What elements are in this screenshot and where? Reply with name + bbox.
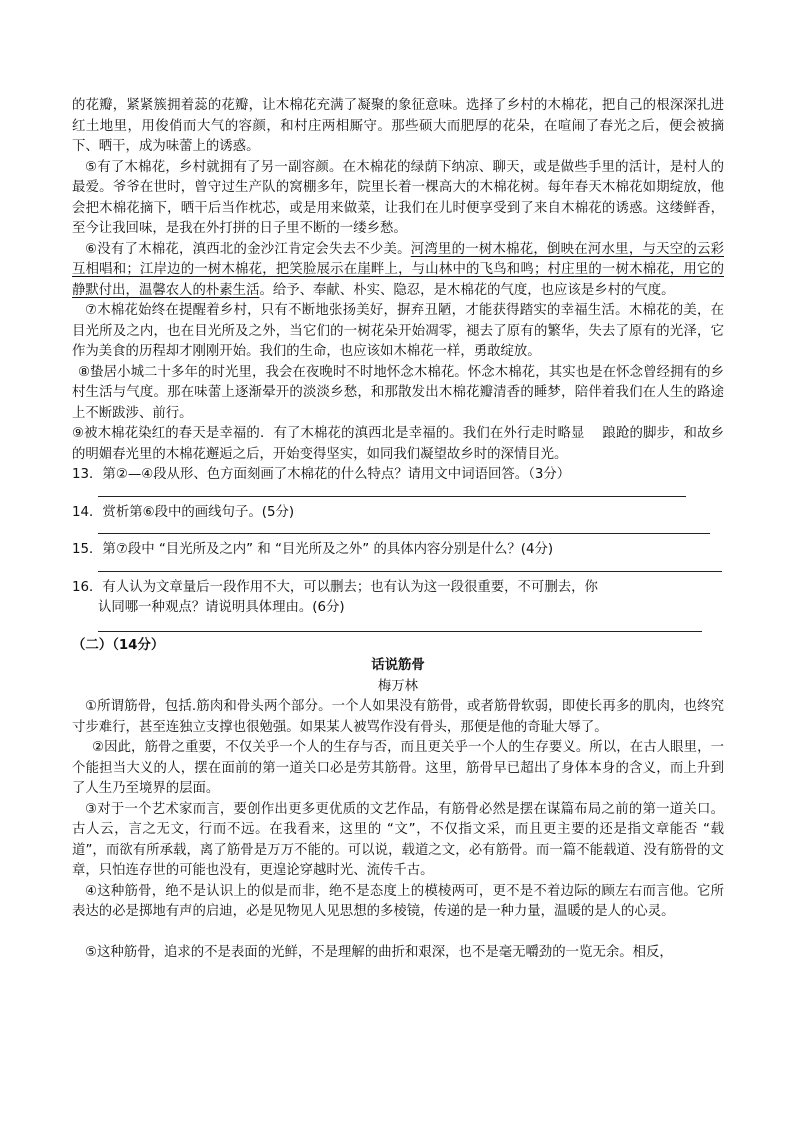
passage1-paragraph-9: ⑨被木棉花染红的春天是幸福的．有了木棉花的滇西北是幸福的。我们在外行走时略显 踉跄的脚步，和故乡的明媚春光里的木棉花邂逅之后，开始变得坚实，如同我们凝望故乡时的深情目光。 <box>72 426 724 462</box>
question-16-continued: 认同哪一种观点？请说明具体理由。(6分) <box>98 600 345 615</box>
answer-line-13[interactable] <box>98 496 686 497</box>
article-paragraph-1: ①所谓筋骨，包括.筋肉和骨头两个部分。一个人如果没有筋骨，或者筋骨软弱，即使长再多的肌肉，也终究寸步难行，甚至连独立支撑也很勉强。如果某人被骂作没有骨头，那便是他的奇耻大辱了。 <box>72 699 724 735</box>
article-paragraph-5: ⑤这种筋骨，追求的不是表面的光鲜，不是理解的曲折和艰深，也不是毫无嚼劲的一览无余。相反， <box>85 944 673 960</box>
section-2-header: （二）（14分） <box>72 637 165 653</box>
passage1-paragraph-continued: 的花瓣，紧紧簇拥着蕊的花瓣，让木棉花充满了凝聚的象征意味。选择了乡村的木棉花，把自己的根深深扎进红土地里，用俊俏而大气的容颜，和村庄两相厮守。那些硕大而肥厚的花朵，在喧闹了春光之后，便会被摘下、晒干，成为味蕾上的诱惑。 <box>72 98 724 154</box>
article-paragraph-2: ②因此，筋骨之重要，不仅关乎一个人的生存与否，而且更关乎一个人的生存要义。所以，在古人眼里，一个能担当大义的人，摆在面前的第一道关口必是劳其筋骨。这里，筋骨早已超出了身体本身的含义，而上升到了人生乃至境界的层面。 <box>72 740 724 796</box>
article-author: 梅万林 <box>377 678 419 694</box>
paragraph-6-tail: 。给予、奉献、朴实、隐忍，是木棉花的气度，也应该是乡村的气度。 <box>259 282 675 298</box>
question-15: 15．第⑦段中 “目光所及之内” 和 “目光所及之外” 的具体内容分别是什么？(4分) <box>72 542 554 557</box>
question-14: 14．赏析第⑥段中的画线句子。(5分) <box>72 504 295 520</box>
article-paragraph-3: ③对于一个艺术家而言，要创作出更多更优质的文艺作品，有筋骨必然是摆在谋篇布局之前的第一道关口。古人云，言之无文，行而不远。在我看来，这里的 “文”，不仅指文采，而且更主要的还是指文章能否 “载道”，而欲有所承载，离了筋骨是万万不能的。可以说，载道之文，必有筋骨。而一篇不能载道、没有筋骨的文章，只怕连存世的可能也没有，更遑论穿越时光、流传千古。 <box>72 801 724 878</box>
exam-page <box>72 96 724 963</box>
passage1-paragraph-8: ⑧蛰居小城二十多年的时光里，我会在夜晚时不时地怀念木棉花。怀念木棉花，其实也是在怀念曾经拥有的乡村生活与气度。那在味蕾上逐渐晕开的淡淡乡愁，和那散发出木棉花瓣清香的睡梦，陪伴着我们在人生的路途上不断跋涉、前行。 <box>72 364 724 421</box>
passage1-paragraph-5: ⑤有了木棉花，乡村就拥有了另一副容颜。在木棉花的绿荫下纳凉、聊天，或是做些手里的活计，是村人的最爱。爷爷在世时，曾守过生产队的窝棚多年，院里长着一棵高大的木棉花树。每年春天木棉花如期绽放，他会把木棉花摘下，晒干后当作枕芯，或是用来做菜，让我们在儿时便享受到了来自木棉花的诱惑。这缕鲜香，至今让我回味，是我在外打拼的日子里不断的一缕乡愁。 <box>72 159 724 236</box>
article-paragraph-4: ④这种筋骨，绝不是认识上的似是而非，绝不是态度上的模棱两可，更不是不着边际的顾左右而言他。它所表达的必是掷地有声的启迪，必是见物见人见思想的多棱镜，传递的是一种力量，温暖的是人的心灵。 <box>72 883 724 919</box>
underlined-sentence: 河湾里的一树木棉花，倒映在河水里，与天空的云彩互相唱和；江岸边的一树木棉花，把笑脸展示在崖畔上，与山林中的飞鸟和鸣；村庄里的一树木棉花，用它的静默付出，温馨农人的朴素生活 <box>72 241 724 298</box>
article-title: 话说筋骨 <box>371 658 425 673</box>
paragraph-6-lead: ⑥没有了木棉花，滇西北的金沙江肯定会失去不少美。 <box>85 241 411 257</box>
answer-line-14[interactable] <box>98 533 710 534</box>
passage1-paragraph-6 <box>72 240 724 302</box>
question-13: 13．第②—④段从形、色方面刻画了木棉花的什么特点？请用文中词语回答。（3分） <box>72 467 571 482</box>
answer-line-16[interactable] <box>98 631 702 632</box>
answer-line-15[interactable] <box>98 571 722 572</box>
question-16: 16．有人认为文章量后一段作用不大，可以删去；也有认为这一段很重要，不可删去，你 <box>72 579 598 595</box>
passage1-paragraph-7: ⑦木棉花始终在提醒着乡村，只有不断地张扬美好，摒弃丑陋，才能获得踏实的幸福生活。木棉花的美，在目光所及之内，也在目光所及之外，当它们的一树花朵开始凋零，褪去了原有的繁华，失去了原有的光泽，它作为美食的历程却才刚刚开始。我们的生命，也应该如木棉花一样，勇敢绽放。 <box>72 303 724 359</box>
